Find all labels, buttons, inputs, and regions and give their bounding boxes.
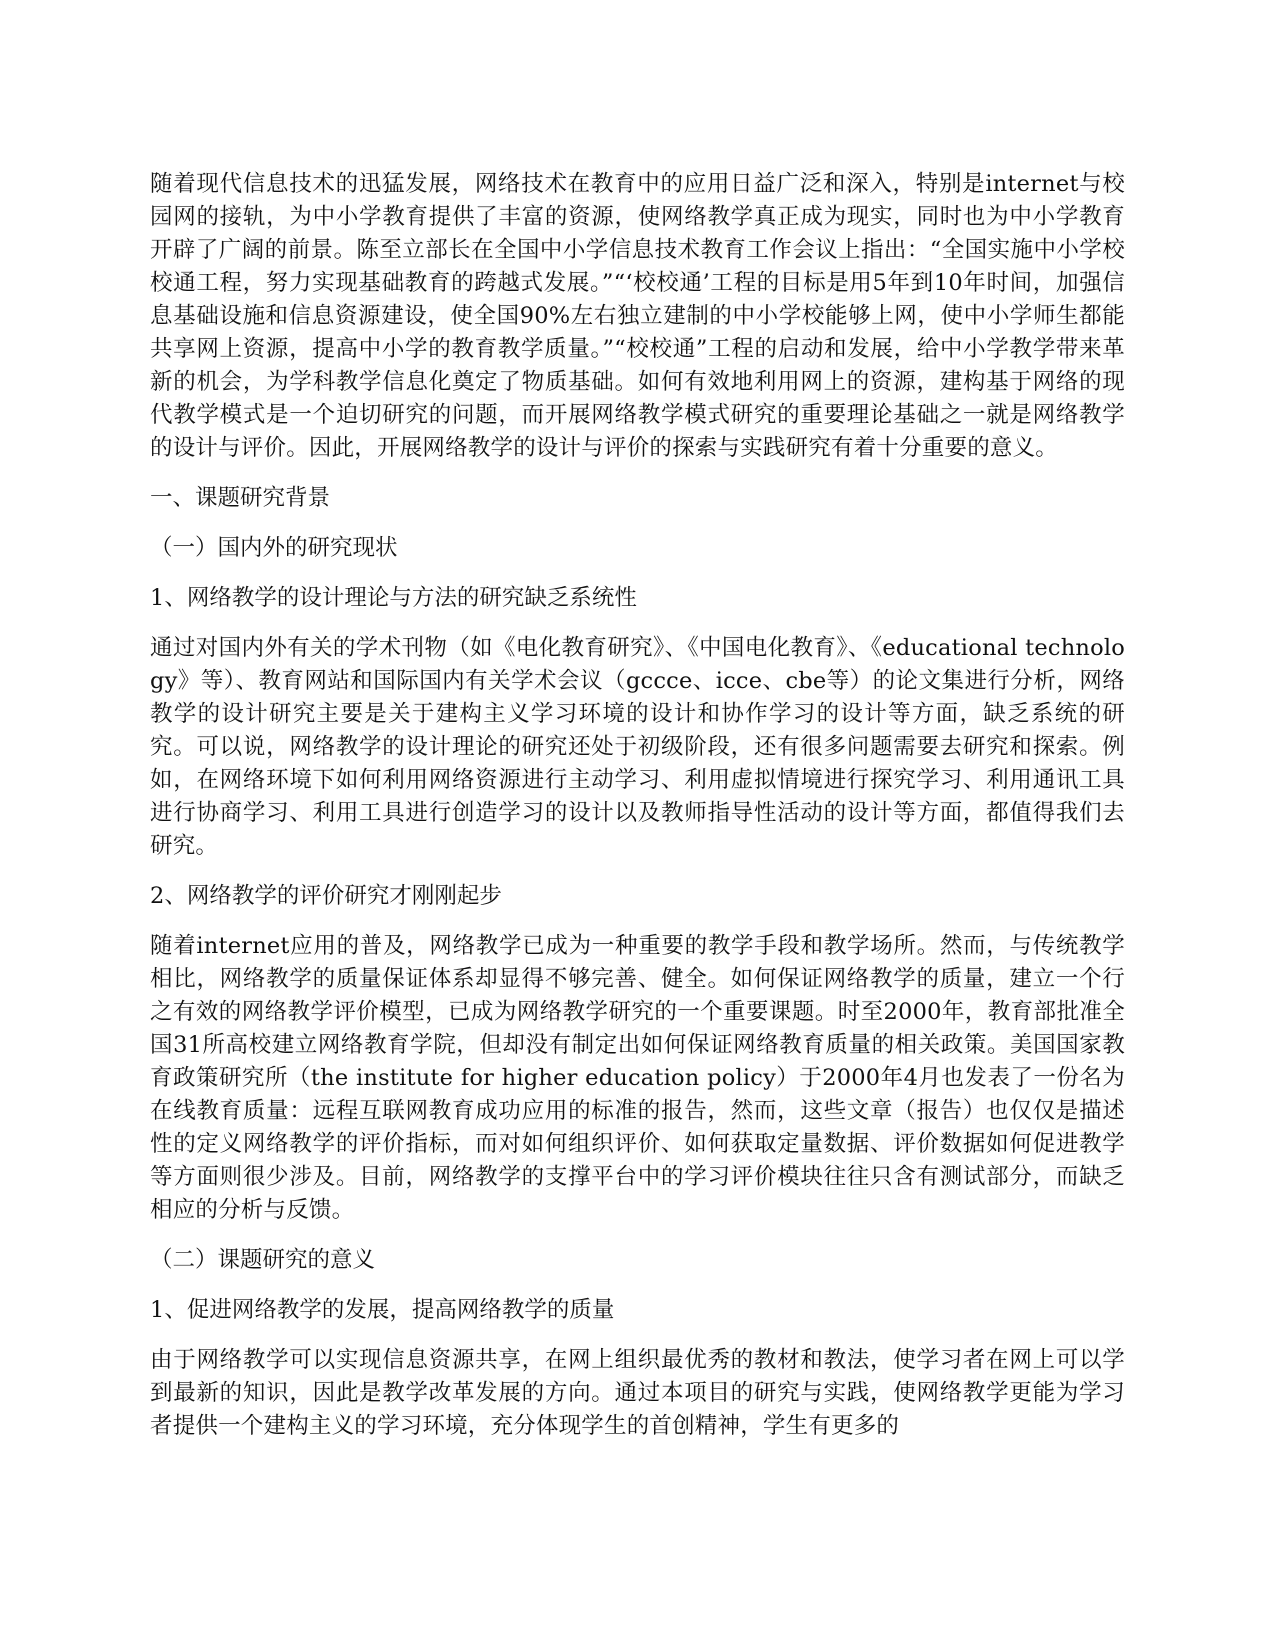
design-theory-paragraph: 通过对国内外有关的学术刊物（如《电化教育研究》、《中国电化教育》、《educational technology》等）、教育网站和国际国内有关学术会议（gccce、icce、cbe等）的论文集进行分析，网络教学的设计研究主要是关于建构主义学习环境的设计和协作学习的设计等方面，缺乏系统的研究。可以说，网络教学的设计理论的研究还处于初级阶段，还有很多问题需要去研究和探索。例如，在网络环境下如何利用网络资源进行主动学习、利用虚拟情境进行探究学习、利用通讯工具进行协商学习、利用工具进行创造学习的设计以及教师指导性活动的设计等方面，都值得我们去研究。 <box>150 635 1125 859</box>
item-heading-design-theory: 1、网络教学的设计理论与方法的研究缺乏系统性 <box>150 585 637 611</box>
intro-paragraph: 随着现代信息技术的迅猛发展，网络技术在教育中的应用日益广泛和深入，特别是internet与校园网的接轨，为中小学教育提供了丰富的资源，使网络教学真正成为现实，同时也为中小学教育开辟了广阔的前景。陈至立部长在全国中小学信息技术教育工作会议上指出：“全国实施中小学校校通工程，努力实现基础教育的跨越式发展。”“‘校校通’工程的目标是用5年到10年时间，加强信息基础设施和信息资源建设，使全国90%左右独立建制的中小学校能够上网，使中小学师生都能共享网上资源，提高中小学的教育教学质量。”“校校通”工程的启动和发展，给中小学教学带来革新的机会，为学科教学信息化奠定了物质基础。如何有效地利用网上的资源，建构基于网络的现代教学模式是一个迫切研究的问题，而开展网络教学模式研究的重要理论基础之一就是网络教学的设计与评价。因此，开展网络教学的设计与评价的探索与实践研究有着十分重要的意义。 <box>150 171 1125 461</box>
item-heading-evaluation: 2、网络教学的评价研究才刚刚起步 <box>150 883 502 909</box>
document-page <box>150 168 1125 1443</box>
section-heading-background: 一、课题研究背景 <box>150 485 331 511</box>
quality-paragraph: 由于网络教学可以实现信息资源共享，在网上组织最优秀的教材和教法，使学习者在网上可以学到最新的知识，因此是教学改革发展的方向。通过本项目的研究与实践，使网络教学更能为学习者提供一个建构主义的学习环境，充分体现学生的首创精神，学生有更多的 <box>150 1347 1125 1439</box>
item-heading-quality: 1、促进网络教学的发展，提高网络教学的质量 <box>150 1297 615 1323</box>
evaluation-paragraph: 随着internet应用的普及，网络教学已成为一种重要的教学手段和教学场所。然而，与传统教学相比，网络教学的质量保证体系却显得不够完善、健全。如何保证网络教学的质量，建立一个行之有效的网络教学评价模型，已成为网络教学研究的一个重要课题。时至2000年，教育部批准全国31所高校建立网络教育学院，但却没有制定出如何保证网络教育质量的相关政策。美国国家教育政策研究所（the institute for higher education policy）于2000年4月也发表了一份名为在线教育质量：远程互联网教育成功应用的标准的报告，然而，这些文章（报告）也仅仅是描述性的定义网络教学的评价指标，而对如何组织评价、如何获取定量数据、评价数据如何促进教学等方面则很少涉及。目前，网络教学的支撑平台中的学习评价模块往往只含有测试部分，而缺乏相应的分析与反馈。 <box>150 933 1125 1223</box>
subsection-heading-status: （一）国内外的研究现状 <box>150 535 398 561</box>
subsection-heading-significance: （二）课题研究的意义 <box>150 1247 376 1273</box>
